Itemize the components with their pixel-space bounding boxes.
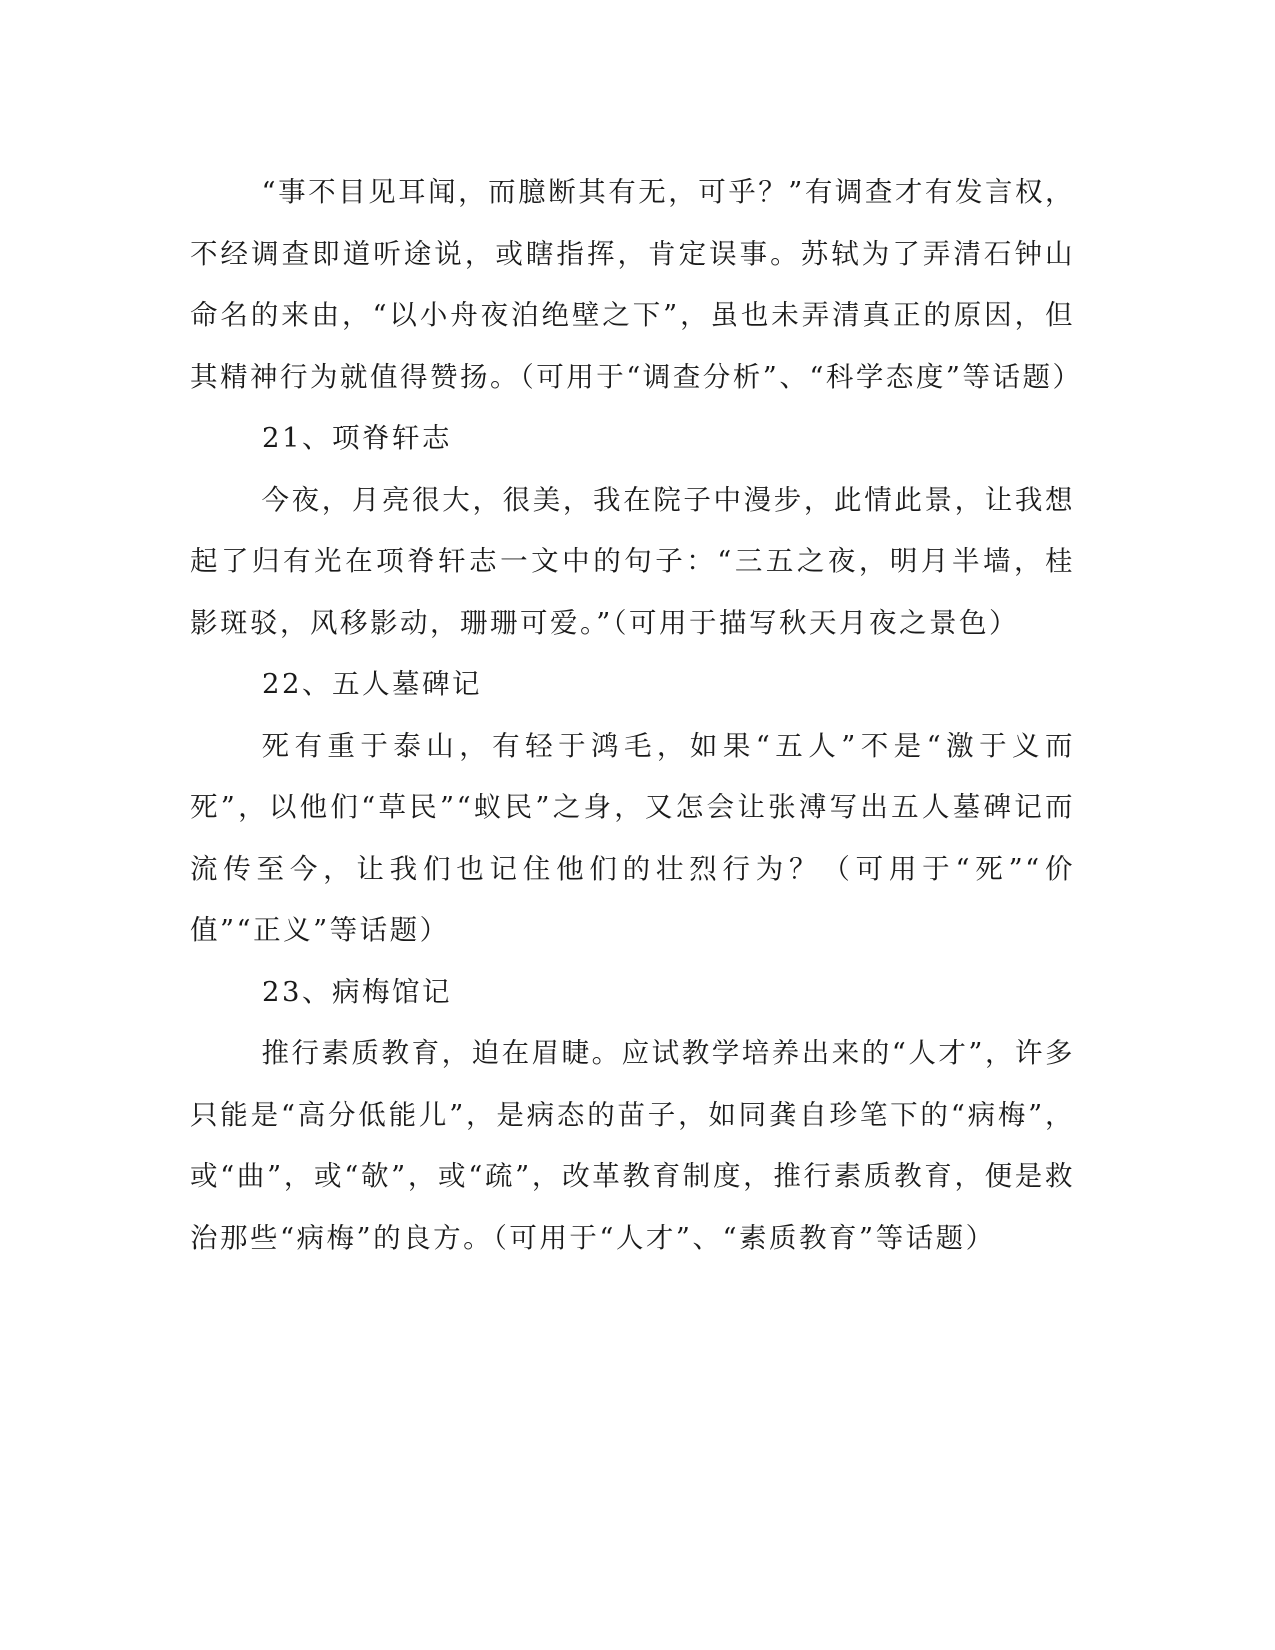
section-paragraph-21: 今夜，月亮很大，很美，我在院子中漫步，此情此景，让我想起了归有光在项脊轩志一文中的句子：“三五之夜，明月半墙，桂影斑驳，风移影动，珊珊可爱。”（可用于描写秋天月夜之景色） — [190, 483, 1075, 639]
section-heading-21: 21、项脊轩志 — [262, 422, 452, 454]
document-body — [190, 162, 1083, 1269]
section-heading-23: 23、病梅馆记 — [262, 975, 452, 1008]
intro-paragraph: “事不目见耳闻，而臆断其有无，可乎？”有调查才有发言权，不经调查即道听途说，或瞎指挥，肯定误事。苏轼为了弄清石钟山命名的来由，“以小舟夜泊绝壁之下”，虽也未弄清真正的原因，但其精神行为就值得赞扬。（可用于“调查分析”、“科学态度”等话题） — [190, 176, 1083, 393]
section-paragraph-22: 死有重于泰山，有轻于鸿毛，如果“五人”不是“激于义而死”，以他们“草民”“蚁民”之身，又怎会让张溥写出五人墓碑记而流传至今，让我们也记住他们的壮烈行为？（可用于“死”“价值”“正义”等话题） — [190, 729, 1075, 946]
section-paragraph-23: 推行素质教育，迫在眉睫。应试教学培养出来的“人才”，许多只能是“高分低能儿”，是病态的苗子，如同龚自珍笔下的“病梅”，或“曲”，或“欹”，或“疏”，改革教育制度，推行素质教育，便是救治那些“病梅”的良方。（可用于“人才”、“素质教育”等话题） — [190, 1037, 1075, 1254]
section-heading-22: 22、五人墓碑记 — [262, 668, 482, 700]
